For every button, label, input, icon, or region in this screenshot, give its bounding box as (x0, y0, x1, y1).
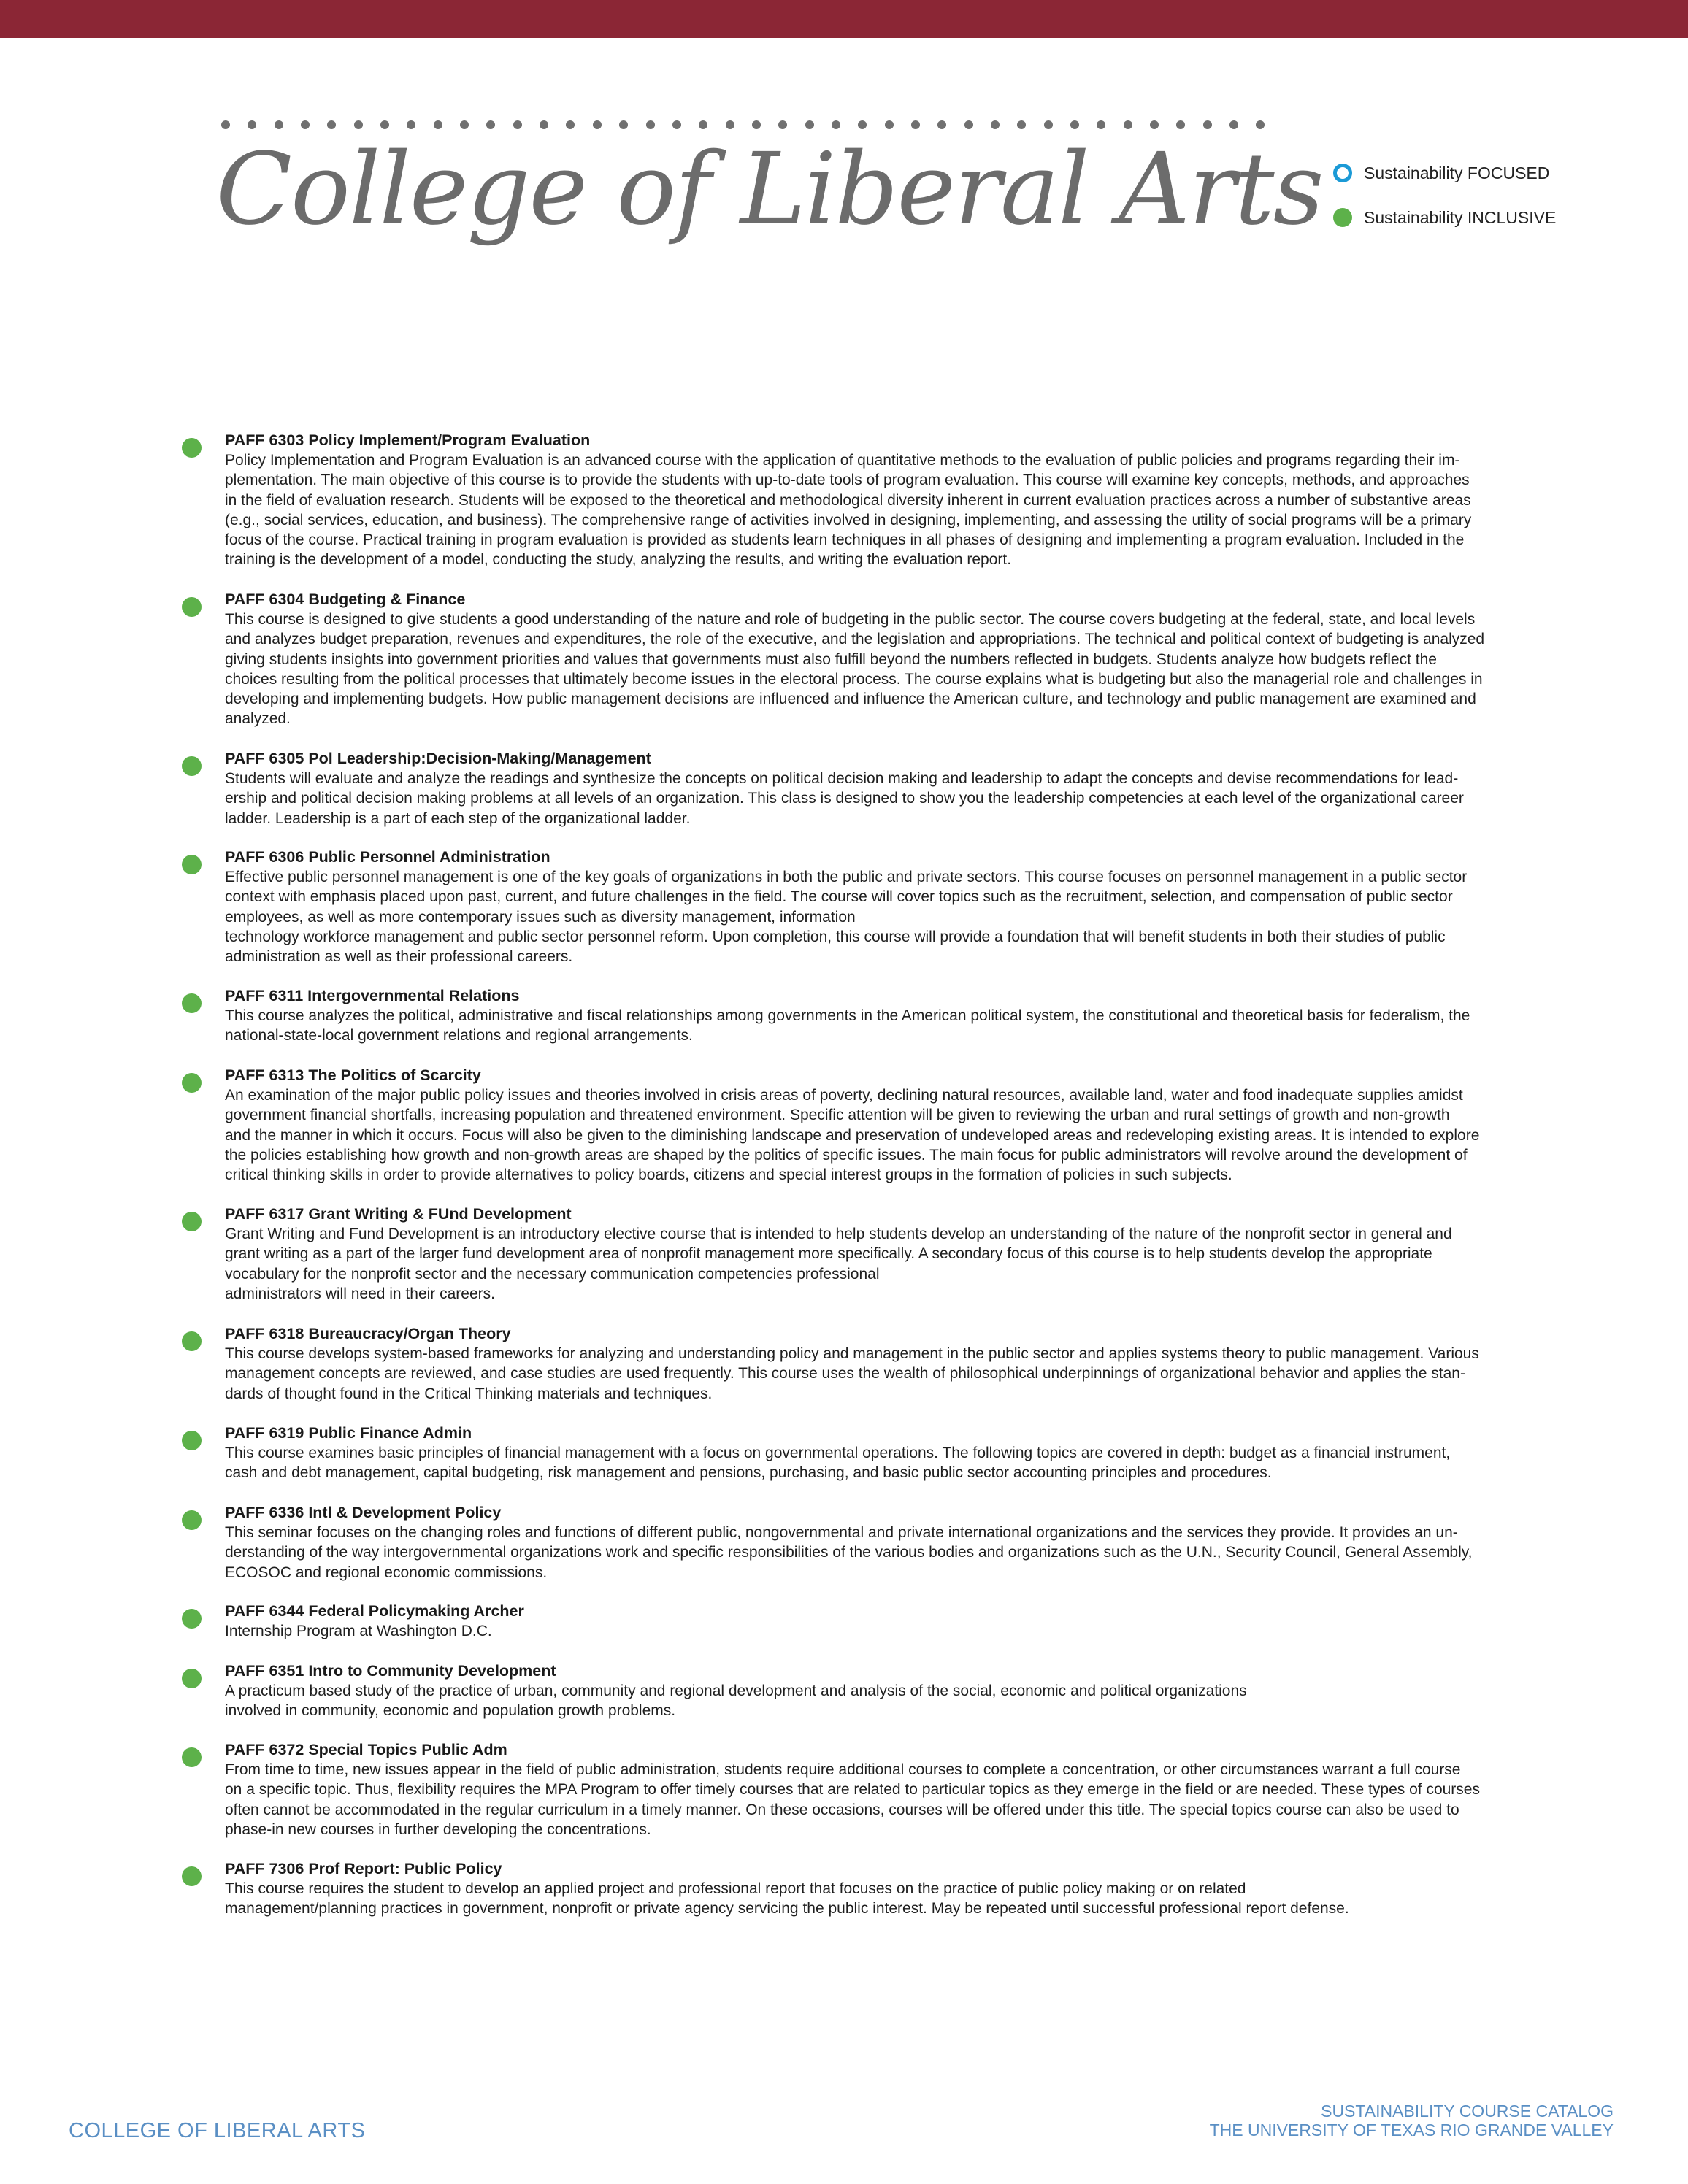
college-title: College of Liberal Arts (216, 132, 1323, 247)
course-title: PAFF 6313 The Politics of Scarcity (225, 1066, 481, 1084)
description-line: employees, as well as more contemporary issues such as diversity management, information (225, 908, 856, 926)
inclusive-dot-icon (182, 1747, 202, 1767)
description-line: phase-in new courses in further developing the concentrations. (225, 1820, 651, 1838)
description-line: (e.g., social services, education, and business). The comprehensive range of activities involved in designing, implementing, and assessing the utility of social programs will be a primary (225, 511, 1472, 528)
description-line: ership and political decision making problems at all levels of an organization. This class is designed to show you the leadership competencies at each level of the organizational career (225, 790, 1464, 807)
description-line: This course analyzes the political, administrative and fiscal relationships among governments in the American political system, the constitutional and theoretical basis for federalism, the (225, 1007, 1470, 1024)
description-line: context with emphasis placed upon past, current, and future challenges in the field. The course will cover topics such as the recruitment, selection, and compensation of public sector (225, 888, 1453, 906)
course-description (225, 1443, 1570, 1483)
description-line: vocabulary for the nonprofit sector and the necessary communication competencies professional (225, 1265, 880, 1283)
description-line: training is the development of a model, conducting the study, analyzing the results, and writing the evaluation report. (225, 551, 1012, 569)
inclusive-dot-icon (182, 756, 202, 776)
course-description (225, 1224, 1570, 1304)
description-line: the policies establishing how growth and non-growth areas are shaped by the politics of specific issues. The main focus for public administrators will revolve around the development of (225, 1146, 1468, 1164)
description-line: Students will evaluate and analyze the readings and synthesize the concepts on political decision making and leadership to adapt the concepts and devise recommendations for lead- (225, 770, 1459, 787)
course-description (225, 1344, 1570, 1404)
legend-label-focused: Sustainability FOCUSED (1364, 163, 1550, 182)
inclusive-dot-icon (182, 1331, 202, 1351)
course-title: PAFF 6351 Intro to Community Development (225, 1662, 556, 1680)
description-line: and analyzes budget preparation, revenues and expenditures, the role of the executive, and the legislation and appropriations. The technical and political context of budgeting is analyzed (225, 631, 1485, 648)
course-description (225, 1760, 1570, 1839)
description-line: Grant Writing and Fund Development is an introductory elective course that is intended to help students develop an understanding of the nature of the nonprofit sector in general and (225, 1226, 1452, 1242)
course-title: PAFF 6372 Special Topics Public Adm (225, 1741, 507, 1758)
description-line: ladder. Leadership is a part of each step of the organizational ladder. (225, 810, 691, 827)
description-line: plementation. The main objective of this course is to provide the students with up-to-date tools of program evaluation. This course will examine key concepts, methods, and approaches (225, 472, 1470, 489)
course-title: PAFF 6317 Grant Writing & FUnd Development (225, 1205, 572, 1223)
description-line: critical thinking skills in order to provide alternatives to policy boards, citizens and special interest groups in the formation of policies in such subjects. (225, 1166, 1232, 1184)
description-line: developing and implementing budgets. How public management decisions are influenced and influence the American culture, and technology and public management are examined and (225, 691, 1476, 708)
course-description (225, 1523, 1570, 1583)
description-line: This course requires the student to develop an applied project and professional report that focuses on the practice of public policy making or on related (225, 1880, 1246, 1897)
description-line: cash and debt management, capital budgeting, risk management and pensions, purchasing, and basic public sector accounting principles and procedures. (225, 1464, 1272, 1482)
description-line: Internship Program at Washington D.C. (225, 1623, 492, 1639)
description-line: This course is designed to give students a good understanding of the nature and role of budgeting in the public sector. The course covers budgeting at the federal, state, and local levels (225, 611, 1476, 628)
inclusive-dot-icon (182, 855, 202, 874)
course-description (225, 1879, 1570, 1919)
course-description (225, 867, 1570, 966)
course-description (225, 610, 1570, 729)
description-line: focus of the course. Practical training in program evaluation is provided as students learn techniques in all phases of designing and implementing a program evaluation. Included in the (225, 531, 1465, 549)
course-description (225, 769, 1570, 828)
course-title: PAFF 6319 Public Finance Admin (225, 1424, 472, 1442)
description-line: Policy Implementation and Program Evaluation is an advanced course with the application of quantitative methods to the evaluation of public policies and programs regarding their im- (225, 452, 1460, 469)
inclusive-dot-icon (182, 993, 202, 1013)
description-line: Effective public personnel management is one of the key goals of organizations in both the public and private sectors. This course focuses on personnel management in a public sector (225, 869, 1468, 885)
description-line: administration as well as their professional careers. (225, 948, 573, 966)
footer-college-name: COLLEGE OF LIBERAL ARTS (69, 2119, 366, 2142)
description-line: This course examines basic principles of financial management with a focus on governmental operations. The following topics are covered in depth: budget as a financial instrument, (225, 1445, 1451, 1461)
footer-catalog-info (1210, 2102, 1614, 2139)
description-line: An examination of the major public policy issues and theories involved in crisis areas of poverty, declining natural resources, available land, water and food inadequate supplies amidst (225, 1087, 1463, 1104)
course-description (225, 1006, 1570, 1046)
footer-catalog-title: SUSTAINABILITY COURSE CATALOG (1321, 2102, 1614, 2120)
description-line: choices resulting from the political processes that ultimately become issues in the electoral process. The course explains what is budgeting but also the managerial role and challenges in (225, 670, 1483, 688)
inclusive-dot-icon (182, 1073, 202, 1093)
inclusive-dot-icon (182, 438, 202, 458)
inclusive-dot-icon (182, 1609, 202, 1629)
course-title: PAFF 6305 Pol Leadership:Decision-Making/Management (225, 750, 651, 767)
course-description (225, 1681, 1570, 1721)
description-line: management concepts are reviewed, and case studies are used frequently. This course uses the wealth of philosophical underpinnings of organizational behavior and applies the stan- (225, 1365, 1465, 1383)
description-line: ECOSOC and regional economic commissions. (225, 1564, 548, 1581)
description-line: A practicum based study of the practice of urban, community and regional development and analysis of the social, economic and political organizations (225, 1683, 1247, 1699)
description-line: giving students insights into government priorities and values that governments must also fulfill beyond the numbers reflected in budgets. Students analyze how budgets reflect the (225, 650, 1437, 668)
course-title: PAFF 6304 Budgeting & Finance (225, 591, 466, 608)
description-line: management/planning practices in government, nonprofit or private agency servicing the public interest. May be repeated until successful professional report defense. (225, 1900, 1349, 1918)
course-title: PAFF 7306 Prof Report: Public Policy (225, 1860, 502, 1877)
inclusive-dot-icon (182, 1510, 202, 1530)
inclusive-dot-icon (182, 1866, 202, 1886)
description-line: analyzed. (225, 710, 291, 728)
description-line: in the field of evaluation research. Students will be exposed to the theoretical and methodological diversity inherent in current evaluation practices across a number of substantive areas (225, 491, 1471, 509)
course-title: PAFF 6344 Federal Policymaking Archer (225, 1602, 524, 1620)
course-title: PAFF 6306 Public Personnel Administration (225, 848, 550, 866)
inclusive-dot-icon (182, 597, 202, 617)
course-title: PAFF 6318 Bureaucracy/Organ Theory (225, 1325, 511, 1342)
description-line: derstanding of the way intergovernmental organizations work and specific responsibilities of the various bodies and organizations such as the U.N., Security Council, General Assembly, (225, 1544, 1473, 1561)
description-line: From time to time, new issues appear in the field of public administration, students require additional courses to complete a concentration, or other circumstances warrant a full course (225, 1761, 1461, 1778)
course-description (225, 1621, 1570, 1641)
description-line: grant writing as a part of the larger fund development area of nonprofit management more specifically. A secondary focus of this course is to help students develop the appropriate (225, 1245, 1432, 1263)
description-line: dards of thought found in the Critical Thinking materials and techniques. (225, 1385, 713, 1402)
description-line: involved in community, economic and population growth problems. (225, 1702, 676, 1720)
footer-university-name: THE UNIVERSITY OF TEXAS RIO GRANDE VALLEY (1209, 2120, 1614, 2139)
description-line: technology workforce management and public sector personnel reform. Upon completion, this course will provide a foundation that will benefit students in both their studies of public (225, 928, 1446, 945)
inclusive-dot-icon (182, 1669, 202, 1688)
description-line: often cannot be accommodated in the regular curriculum in a timely manner. On these occasions, courses will be offered under this title. The special topics course can also be used to (225, 1801, 1459, 1818)
description-line: on a specific topic. Thus, flexibility requires the MPA Program to offer timely courses that are related to particular topics as they emerge in the field or are needed. These types of courses (225, 1781, 1480, 1799)
course-description (225, 1085, 1570, 1185)
course-description (225, 450, 1570, 570)
description-line: and the manner in which it occurs. Focus will also be given to the diminishing landscape and preservation of undeveloped areas and redeveloping existing areas. It is intended to explore (225, 1126, 1480, 1144)
legend-label-inclusive: Sustainability INCLUSIVE (1364, 207, 1557, 227)
description-line: administrators will need in their careers. (225, 1285, 495, 1302)
course-title: PAFF 6303 Policy Implement/Program Evaluation (225, 431, 591, 449)
inclusive-dot-icon (182, 1431, 202, 1450)
course-title: PAFF 6311 Intergovernmental Relations (225, 987, 520, 1004)
description-line: government financial shortfalls, increasing population and threatened environment. Specific attention will be given to reviewing the urban and rural settings of growth and non-growth (225, 1107, 1450, 1124)
course-title: PAFF 6336 Intl & Development Policy (225, 1504, 502, 1521)
inclusive-dot-icon (182, 1212, 202, 1231)
description-line: national-state-local government relations and regional arrangements. (225, 1027, 693, 1045)
description-line: This seminar focuses on the changing roles and functions of different public, nongovernmental and private international organizations and the services they provide. It provides an un- (225, 1524, 1458, 1541)
description-line: This course develops system-based frameworks for analyzing and understanding policy and management in the public sector and applies systems theory to public management. Various (225, 1345, 1479, 1362)
